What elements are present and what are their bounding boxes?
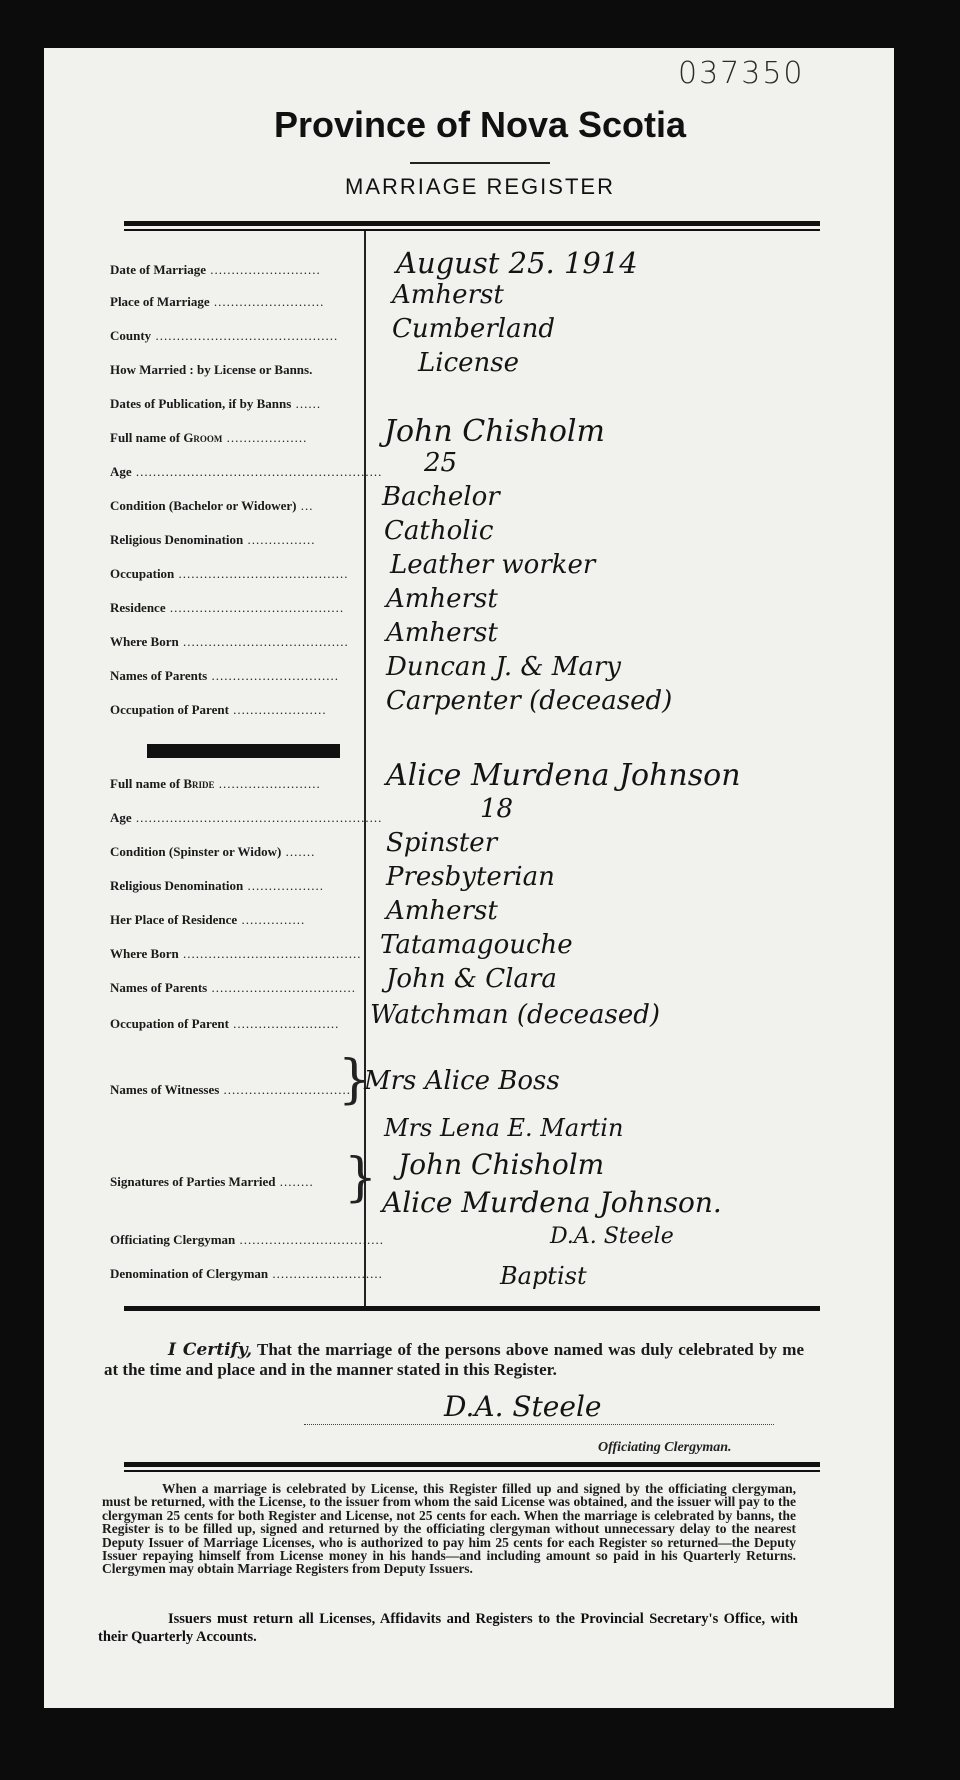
- certification-text: [104, 1340, 804, 1380]
- header-rule-thin: [124, 229, 820, 231]
- entry-signature-groom: John Chisholm: [398, 1148, 605, 1181]
- label-groom-age: Age ..........................................................: [110, 464, 383, 479]
- issuers-notice: [98, 1610, 798, 1646]
- entry-groom-parents: Duncan J. & Mary: [386, 652, 621, 682]
- entry-date-of-marriage: August 25. 1914: [396, 246, 638, 280]
- entry-bride-parent-occupation: Watchman (deceased): [370, 1000, 661, 1030]
- label-groom-where-born: Where Born .......................................: [110, 634, 349, 649]
- label-place-of-marriage: Place of Marriage ..........................: [110, 294, 325, 309]
- page-subtitle: MARRIAGE REGISTER: [345, 174, 615, 199]
- certification-signature: D.A. Steele: [444, 1390, 602, 1423]
- entry-county: Cumberland: [392, 314, 555, 344]
- entry-officiating: D.A. Steele: [550, 1224, 674, 1249]
- signature-caption: Officiating Clergyman.: [598, 1440, 732, 1455]
- certify-body: That the marriage of the persons above named was duly celebrated by me at the time and place and in the manner stated in this Register.: [104, 1340, 804, 1379]
- entry-bride-condition: Spinster: [386, 828, 498, 858]
- notice-rule-thin: [124, 1470, 820, 1472]
- entry-denomination: Baptist: [500, 1262, 587, 1290]
- entry-bride-parents: John & Clara: [386, 964, 557, 994]
- witnesses-brace: }: [338, 1050, 372, 1110]
- label-bride-name: Full name of Bride ........................: [110, 776, 321, 791]
- label-dates-of-publication: Dates of Publication, if by Banns ......: [110, 396, 322, 411]
- header-rule-thick: [124, 221, 820, 226]
- label-bride-residence: Her Place of Residence ...............: [110, 912, 306, 927]
- label-bride-condition: Condition (Spinster or Widow) .......: [110, 844, 316, 859]
- entry-witness-1: Mrs Alice Boss: [364, 1066, 560, 1096]
- label-bride-age: Age ..........................................................: [110, 810, 383, 825]
- label-bride-parent-occupation: Occupation of Parent .........................: [110, 1016, 340, 1031]
- label-groom-condition: Condition (Bachelor or Widower) ...: [110, 498, 314, 513]
- label-denomination: Denomination of Clergyman ..........................: [110, 1266, 383, 1281]
- entry-groom-condition: Bachelor: [382, 482, 500, 512]
- entry-groom-parent-occupation: Carpenter (deceased): [386, 686, 673, 716]
- entry-bride-residence: Amherst: [386, 896, 498, 926]
- label-groom-parent-occupation: Occupation of Parent ......................: [110, 702, 327, 717]
- label-bride-religion: Religious Denomination ..................: [110, 878, 325, 893]
- entry-bride-age: 18: [480, 794, 514, 824]
- entry-groom-occupation: Leather worker: [390, 550, 596, 580]
- label-county: County ...........................................: [110, 328, 339, 343]
- label-bride-parents: Names of Parents ..................................: [110, 980, 356, 995]
- label-date-of-marriage: Date of Marriage ..........................: [110, 262, 321, 277]
- license-notice-text: When a marriage is celebrated by License, this Register filled up and signed by the officiating clergyman, must be returned, with the License, to the issuer from whom the said License was obtained, and the issuer will pay to the clergyman 25 cents for both Register and License, not 25 cents for each. When the marriage is celebrated by banns, the Register is to be filled up, signed and returned by the officiating clergyman without unnecessary delay to the nearest Deputy Issuer of Marriage Licenses, who is authorized to pay him 25 cents for each Register so returned—the Deputy Issuer repaying himself from License money in his hands—and including amount so paid in his Quarterly Returns. Clergymen may obtain Marriage Registers from Deputy Issuers.: [102, 1481, 796, 1577]
- reference-number: 037350: [678, 56, 805, 91]
- entry-bride-name: Alice Murdena Johnson: [386, 758, 741, 793]
- label-signatures: Signatures of Parties Married ........: [110, 1174, 314, 1189]
- entry-witness-2: Mrs Lena E. Martin: [384, 1114, 624, 1142]
- entry-bride-where-born: Tatamagouche: [380, 930, 573, 960]
- label-groom-residence: Residence .........................................: [110, 600, 345, 615]
- entry-groom-age: 25: [424, 448, 458, 478]
- entry-place-of-marriage: Amherst: [392, 280, 504, 310]
- label-groom-occupation: Occupation ........................................: [110, 566, 349, 581]
- entry-groom-name: John Chisholm: [384, 414, 605, 449]
- form-bottom-rule: [124, 1306, 820, 1311]
- page-title: Province of Nova Scotia: [273, 104, 687, 145]
- entry-groom-where-born: Amherst: [386, 618, 498, 648]
- label-groom-parents: Names of Parents ..............................: [110, 668, 339, 683]
- label-witnesses: Names of Witnesses ..............................: [110, 1082, 352, 1097]
- column-divider: [364, 231, 366, 1307]
- label-groom-name: Full name of Groom ...................: [110, 430, 308, 445]
- label-bride-where-born: Where Born ..........................................: [110, 946, 362, 961]
- bride-section-bar: [147, 744, 340, 758]
- label-how-married: How Married : by License or Banns.: [110, 362, 313, 377]
- entry-bride-religion: Presbyterian: [386, 862, 555, 892]
- entry-signature-bride: Alice Murdena Johnson.: [382, 1186, 722, 1219]
- entry-groom-residence: Amherst: [386, 584, 498, 614]
- issuers-notice-text: Issuers must return all Licenses, Affidavits and Registers to the Provincial Secretary's Office, with their Quarterly Accounts.: [98, 1611, 798, 1645]
- certify-lead: I Certify,: [168, 1340, 253, 1360]
- signatures-brace: }: [344, 1148, 378, 1208]
- entry-groom-religion: Catholic: [384, 516, 494, 546]
- label-officiating: Officiating Clergyman ..................................: [110, 1232, 385, 1247]
- license-notice: [102, 1482, 796, 1576]
- entry-how-married: License: [418, 348, 520, 378]
- signature-line: [304, 1424, 774, 1425]
- notice-rule-thick: [124, 1462, 820, 1467]
- title-divider: [410, 162, 550, 164]
- label-groom-religion: Religious Denomination ................: [110, 532, 316, 547]
